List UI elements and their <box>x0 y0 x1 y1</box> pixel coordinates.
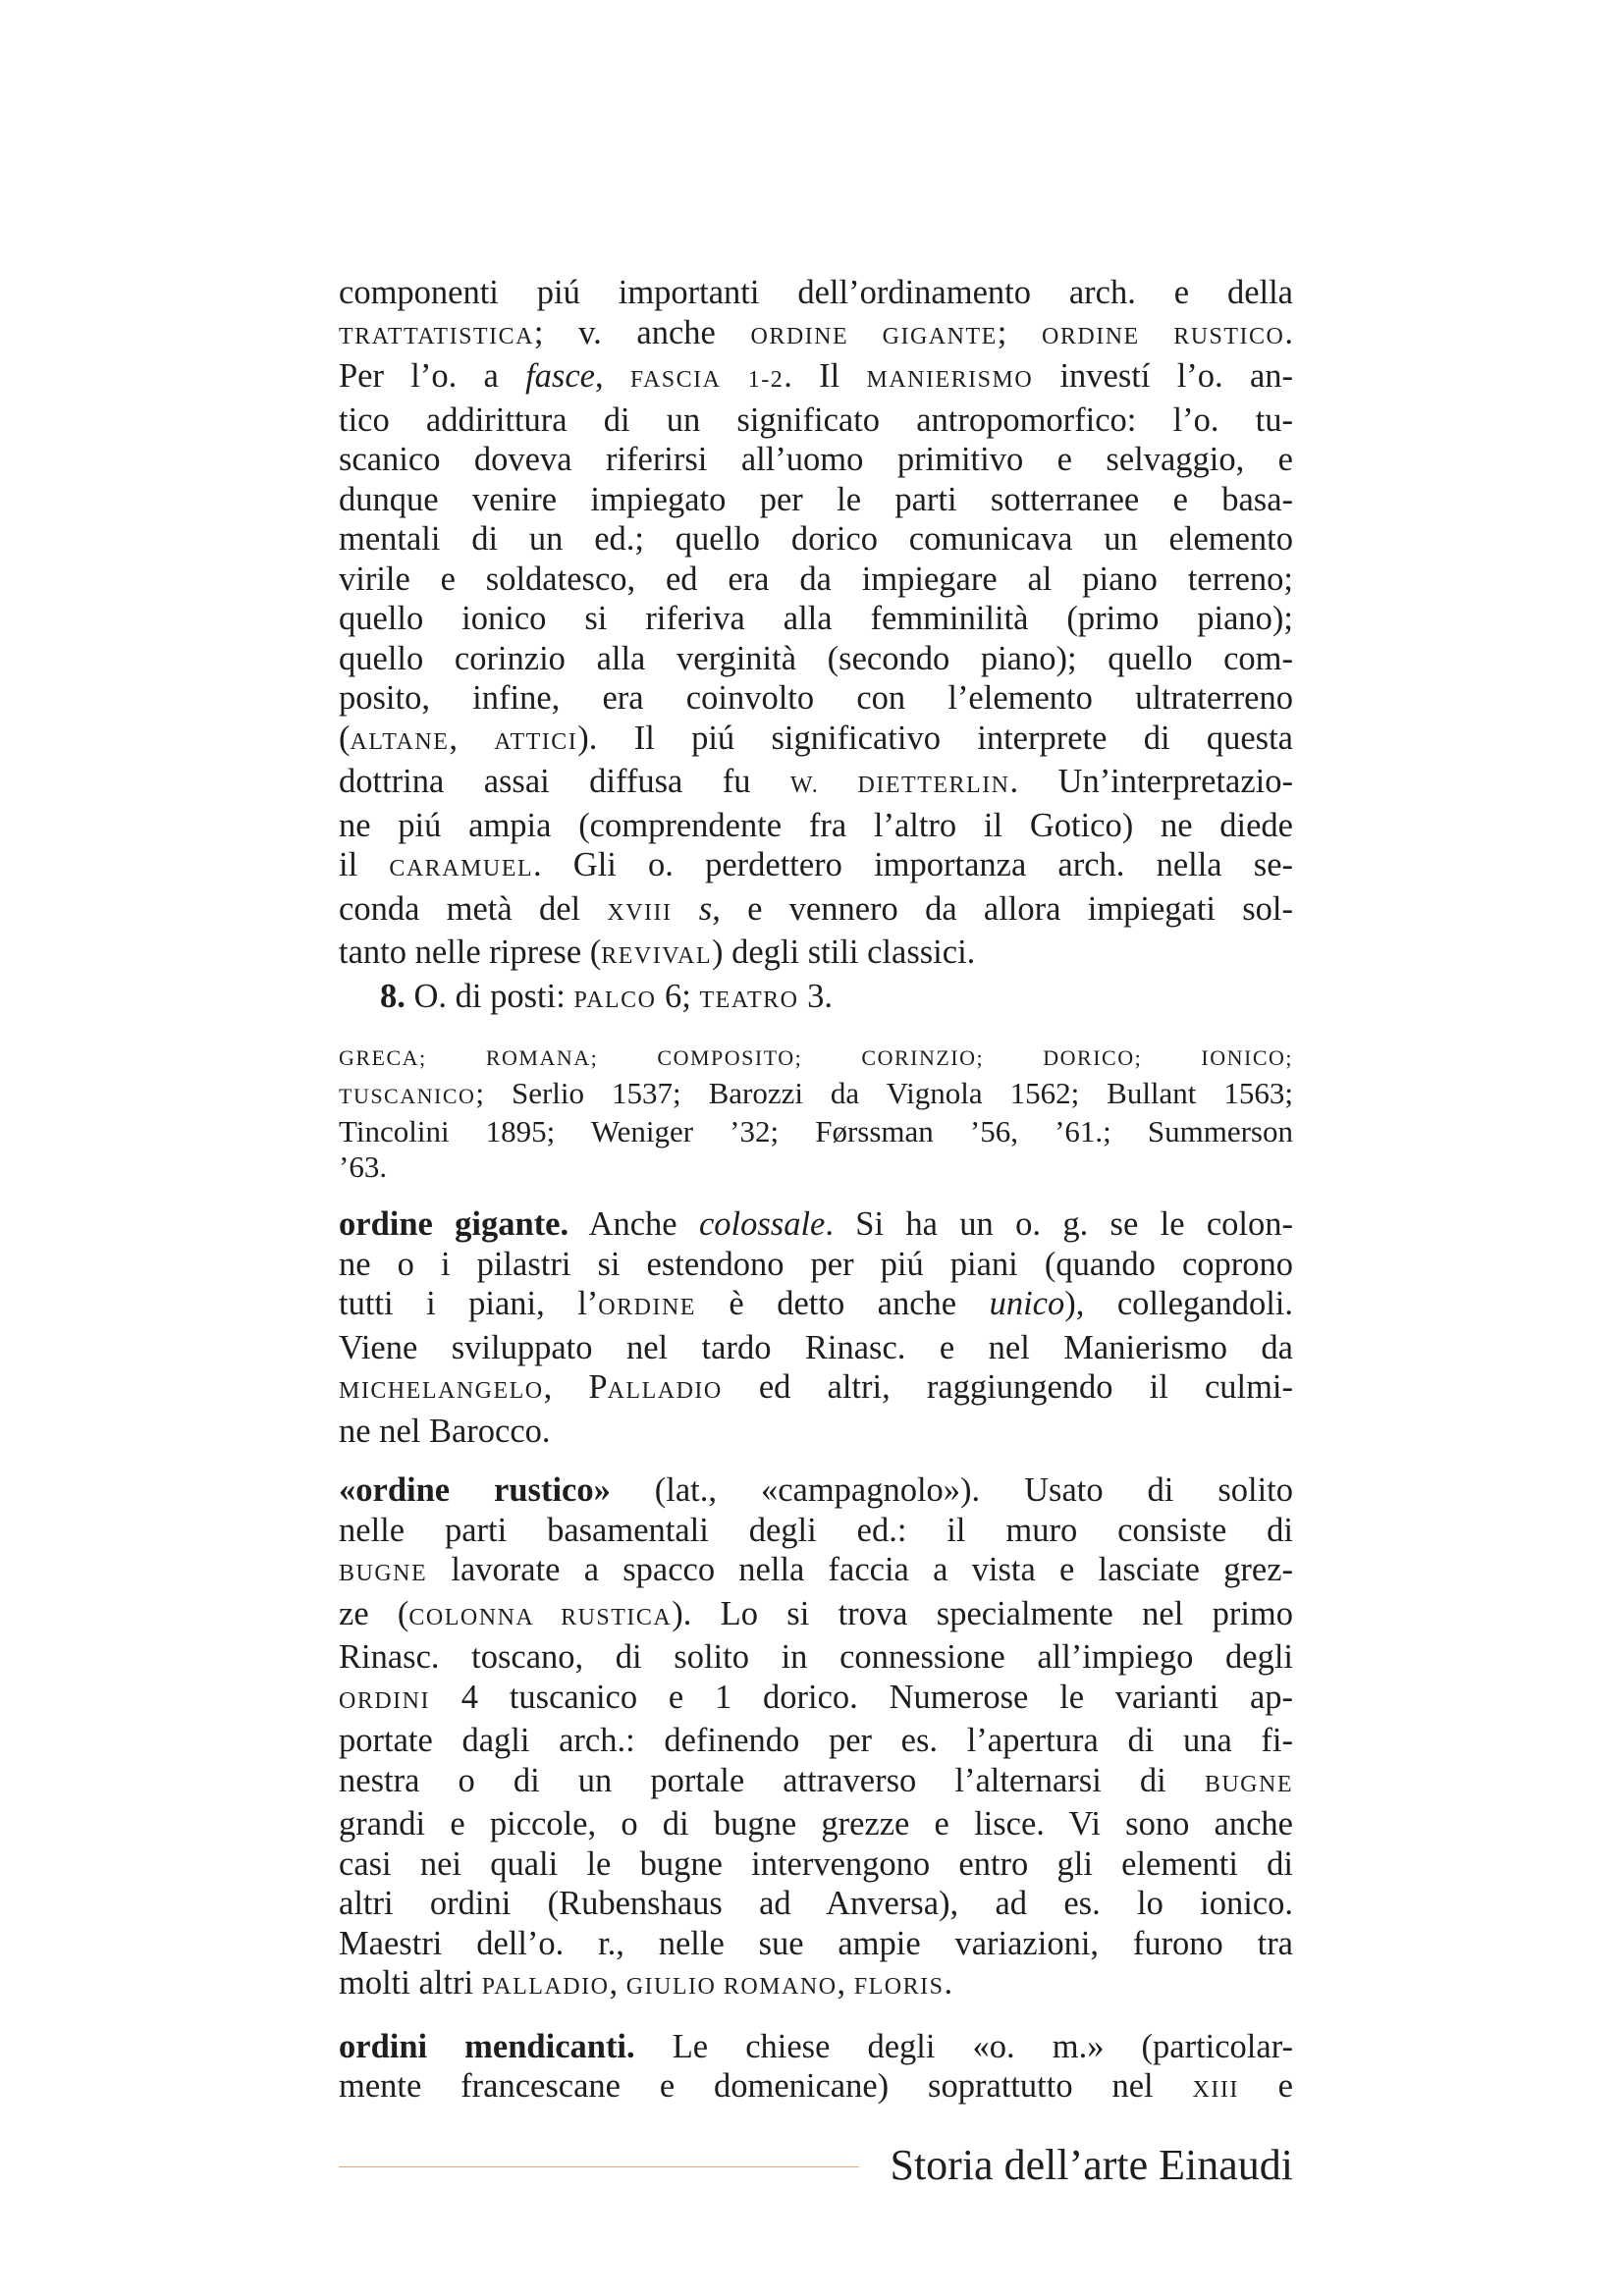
cross-reference: TRATTATISTICA <box>339 323 534 349</box>
text-line: «ordine rustico» (lat., «campagnolo»). Usato di solito <box>339 1471 1293 1509</box>
text-line: ne nel Barocco. <box>339 1412 551 1450</box>
text-line: ordine gigante. Anche colossale. Si ha un o. g. se le colon- <box>339 1205 1293 1243</box>
text-line: virile e soldatesco, ed era da impiegare al piano terreno; <box>339 560 1293 598</box>
text-line: quello corinzio alla verginità (secondo piano); quello com- <box>339 639 1293 677</box>
cross-reference: ORDINE GIGANTE <box>750 323 998 349</box>
cross-reference: REVIVAL <box>601 943 712 969</box>
text-line: GRECA; ROMANA; COMPOSITO; CORINZIO; DORICO; IONICO; <box>339 1045 1293 1070</box>
cross-reference: GIULIO ROMANO <box>625 1974 838 2000</box>
text-line: quello ionico si riferiva alla femminilità (primo piano); <box>339 600 1293 637</box>
text-line: tanto nelle riprese (REVIVAL) degli stili classici. <box>339 934 976 971</box>
entry-heading: ordini mendicanti. <box>339 2027 635 2065</box>
footer-rule <box>339 2166 859 2167</box>
text-line: TUSCANICO; Serlio 1537; Barozzi da Vignola 1562; Bullant 1563; <box>339 1076 1293 1110</box>
text-line: mentali di un ed.; quello dorico comunicava un elemento <box>339 520 1293 558</box>
cross-reference: PALLADIO <box>481 1974 610 2000</box>
text-line: scanico doveva riferirsi all’uomo primitivo e selvaggio, e <box>339 441 1293 478</box>
cross-reference: BUGNE <box>1204 1771 1293 1797</box>
text-line: (ALTANE, ATTICI). Il piú significativo interprete di questa <box>339 719 1293 757</box>
text-line: TRATTATISTICA; v. anche ORDINE GIGANTE; ORDINE RUSTICO. <box>339 313 1294 351</box>
bibliography <box>339 1038 1293 1185</box>
cross-reference: ORDINI <box>339 1687 430 1714</box>
text-line: Maestri dell’o. r., nelle sue ampie variazioni, furono tra <box>339 1924 1293 1962</box>
text-line: Per l’o. a fasce, FASCIA 1-2. Il MANIERISMO investí l’o. an- <box>339 357 1293 395</box>
page-text <box>339 273 1293 2110</box>
text-line: posito, infine, era coinvolto con l’elemento ultraterreno <box>339 679 1293 717</box>
text-line: altri ordini (Rubenshaus ad Anversa), ad es. lo ionico. <box>339 1885 1293 1922</box>
text-line: MICHELANGELO, PALLADIO ed altri, raggiungendo il culmi- <box>339 1368 1294 1406</box>
text-line: nelle parti basamentali degli ed.: il muro consiste di <box>339 1511 1293 1549</box>
text-line: ’63. <box>339 1149 388 1184</box>
cross-reference: FASCIA <box>629 367 722 393</box>
entry-ordine-gigante <box>339 1204 1293 1451</box>
text-line: Rinasc. toscano, di solito in connessione all’impiego degli <box>339 1638 1293 1676</box>
text-line: grandi e piccole, o di bugne grezze e lisce. Vi sono anche <box>339 1805 1293 1842</box>
footer-title: Storia dell’arte Einaudi <box>890 2141 1293 2189</box>
cross-reference: ORDINE <box>598 1295 696 1320</box>
text-line: Viene sviluppato nel tardo Rinasc. e nel Manierismo da <box>339 1328 1293 1366</box>
text-line: dottrina assai diffusa fu W. DIETTERLIN. Un’interpretazio- <box>339 763 1293 800</box>
entry-ordini-mendicanti <box>339 2027 1293 2110</box>
point-8: 8. O. di posti: PALCO 6; TEATRO 3. <box>380 977 834 1015</box>
text-line: molti altri PALLADIO, GIULIO ROMANO, FLORIS. <box>339 1964 953 2002</box>
cross-reference: TEATRO <box>699 987 799 1013</box>
text-line: tutti i piani, l’ORDINE è detto anche unico), collegandoli. <box>339 1285 1293 1322</box>
cross-reference: COLONNA RUSTICA <box>408 1604 673 1630</box>
text-line: casi nei quali le bugne intervengono entro gli elementi di <box>339 1844 1293 1883</box>
text-line: mente francescane e domenicane) soprattutto nel XIII e <box>339 2067 1293 2105</box>
cross-reference: ATTICI <box>494 728 578 755</box>
text-line: il CARAMUEL. Gli o. perdettero importanza arch. nella se- <box>339 846 1294 883</box>
cross-reference: MANIERISMO <box>866 367 1034 393</box>
cross-reference: ALLADIO <box>607 1378 723 1404</box>
text-line: BUGNE lavorate a spacco nella faccia a vista e lasciate grez- <box>339 1551 1293 1588</box>
intro-paragraph <box>339 273 1293 1020</box>
text-line: ne piú ampia (comprendente fra l’altro il Gotico) ne diede <box>339 806 1293 844</box>
text-line: ne o i pilastri si estendono per piú piani (quando coprono <box>339 1245 1293 1283</box>
entry-ordine-rustico <box>339 1470 1293 2007</box>
text-line: Tincolini 1895; Weniger ’32; Førssman ’56, ’61.; Summerson <box>339 1114 1293 1148</box>
cross-reference: W. DIETTERLIN <box>789 773 1010 798</box>
cross-reference: FLORIS <box>853 1974 945 2000</box>
text-line: componenti piú importanti dell’ordinamento arch. e della <box>339 274 1293 311</box>
text-line: dunque venire impiegato per le parti sotterranee e basa- <box>339 480 1293 518</box>
entry-heading: ordine gigante. <box>339 1205 569 1243</box>
text-line: ORDINI 4 tuscanico e 1 dorico. Numerose le varianti ap- <box>339 1678 1293 1716</box>
cross-reference: MICHELANGELO <box>339 1378 544 1404</box>
text-line: ze (COLONNA RUSTICA). Lo si trova specialmente nel primo <box>339 1594 1293 1632</box>
text-line: ordini mendicanti. Le chiese degli «o. m.» (particolar- <box>339 2027 1293 2065</box>
text-line: conda metà del XVIII s, e vennero da allora impiegati sol- <box>339 889 1294 928</box>
text-line: tico addirittura di un significato antropomorfico: l’o. tu- <box>339 400 1293 439</box>
cross-reference: CARAMUEL <box>389 856 534 881</box>
entry-heading: «ordine rustico» <box>339 1471 611 1509</box>
cross-reference: BUGNE <box>339 1561 428 1586</box>
cross-reference: PALCO <box>573 987 657 1013</box>
text-line: nestra o di un portale attraverso l’alternarsi di BUGNE <box>339 1761 1293 1799</box>
text-line: portate dagli arch.: definendo per es. l’apertura di una fi- <box>339 1722 1293 1759</box>
cross-reference: ORDINE RUSTICO <box>1042 323 1285 349</box>
cross-reference: ALTANE <box>350 728 450 755</box>
